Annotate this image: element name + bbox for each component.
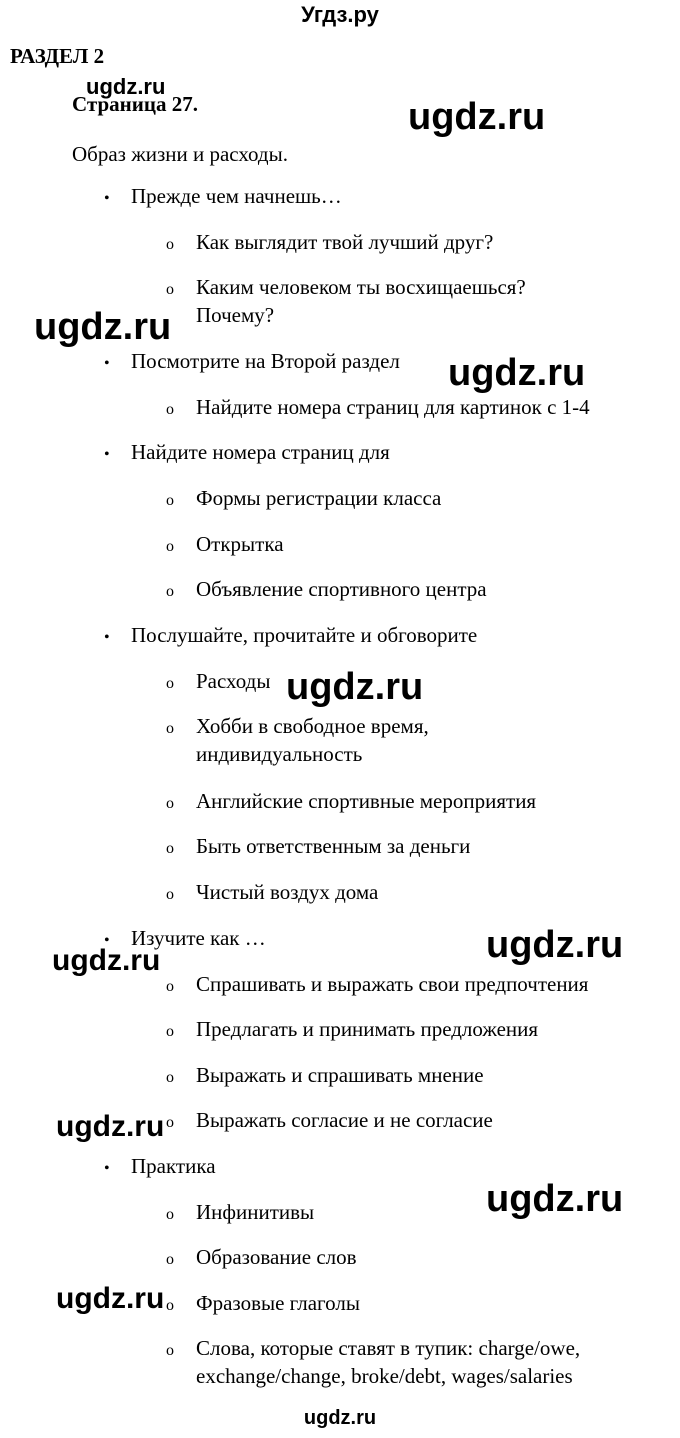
sub-marker: o (166, 1206, 174, 1223)
bullet-item: Прежде чем начнешь… (131, 184, 342, 208)
sub-item: Как выглядит твой лучший друг? (196, 230, 494, 254)
bullet-marker: • (104, 190, 110, 207)
sub-item: Объявление спортивного центра (196, 577, 487, 601)
bullet-marker: • (104, 629, 110, 646)
watermark: ugdz.ru (486, 1178, 624, 1220)
sub-marker: o (166, 1342, 174, 1359)
watermark: ugdz.ru (86, 74, 166, 99)
watermark: ugdz.ru (56, 1110, 165, 1143)
bullet-item: Посмотрите на Второй раздел (131, 349, 400, 373)
sub-item: Инфинитивы (196, 1200, 315, 1224)
sub-marker: o (166, 795, 174, 812)
sub-item: Предлагать и принимать предложения (196, 1017, 539, 1041)
sub-marker: o (166, 978, 174, 995)
sub-marker: o (166, 538, 174, 555)
sub-item: Фразовые глаголы (196, 1291, 360, 1315)
sub-item: Расходы (196, 669, 271, 693)
watermark: ugdz.ru (408, 96, 546, 138)
sub-marker: o (166, 840, 174, 857)
watermark: ugdz.ru (486, 924, 624, 966)
section-title: РАЗДЕЛ 2 (10, 44, 105, 68)
sub-marker: o (166, 1297, 174, 1314)
sub-marker: o (166, 583, 174, 600)
sub-marker: o (166, 1251, 174, 1268)
sub-item-continuation: индивидуальность (196, 742, 363, 766)
sub-marker: o (166, 886, 174, 903)
bullet-marker: • (104, 932, 110, 949)
sub-item: Спрашивать и выражать свои предпочтения (196, 972, 589, 996)
sub-marker: o (166, 492, 174, 509)
watermark: ugdz.ru (56, 1282, 165, 1315)
sub-marker: o (166, 675, 174, 692)
sub-item: Найдите номера страниц для картинок с 1-4 (196, 395, 590, 419)
sub-item-continuation: Почему? (196, 303, 275, 327)
sub-item: Формы регистрации класса (196, 486, 442, 510)
bullet-item: Найдите номера страниц для (131, 440, 390, 464)
bullet-item: Послушайте, прочитайте и обговорите (131, 623, 478, 647)
site-footer: ugdz.ru (303, 1407, 377, 1429)
sub-item: Слова, которые ставят в тупик: charge/owe, (196, 1336, 581, 1360)
sub-marker: o (166, 281, 174, 298)
sub-marker: o (166, 1023, 174, 1040)
sub-item: Английские спортивные мероприятия (196, 789, 537, 813)
sub-item: Быть ответственным за деньги (196, 834, 471, 858)
sub-item: Открытка (196, 532, 284, 556)
site-header: Угдз.ру (301, 2, 379, 27)
sub-item-continuation: exchange/change, broke/debt, wages/salaries (196, 1364, 573, 1388)
sub-item: Каким человеком ты восхищаешься? (196, 275, 526, 299)
watermark: ugdz.ru (52, 944, 161, 977)
sub-item: Чистый воздух дома (196, 880, 379, 904)
sub-item: Выражать согласие и не согласие (196, 1108, 493, 1132)
sub-marker: o (166, 720, 174, 737)
sub-item: Выражать и спрашивать мнение (196, 1063, 484, 1087)
bullet-marker: • (104, 446, 110, 463)
watermark: ugdz.ru (448, 352, 586, 394)
watermark: ugdz.ru (286, 666, 424, 708)
topic-heading: Образ жизни и расходы. (72, 142, 288, 166)
bullet-item: Изучите как … (131, 926, 266, 950)
sub-marker: o (166, 236, 174, 253)
bullet-marker: • (104, 355, 110, 372)
sub-marker: o (166, 401, 174, 418)
sub-item: Образование слов (196, 1245, 357, 1269)
page-title: Страница 27. (72, 92, 198, 116)
bullet-item: Практика (131, 1154, 216, 1178)
bullet-marker: • (104, 1160, 110, 1177)
sub-item: Хобби в свободное время, (196, 714, 429, 738)
watermark: ugdz.ru (34, 306, 172, 348)
sub-marker: o (166, 1069, 174, 1086)
sub-marker: o (166, 1114, 174, 1131)
